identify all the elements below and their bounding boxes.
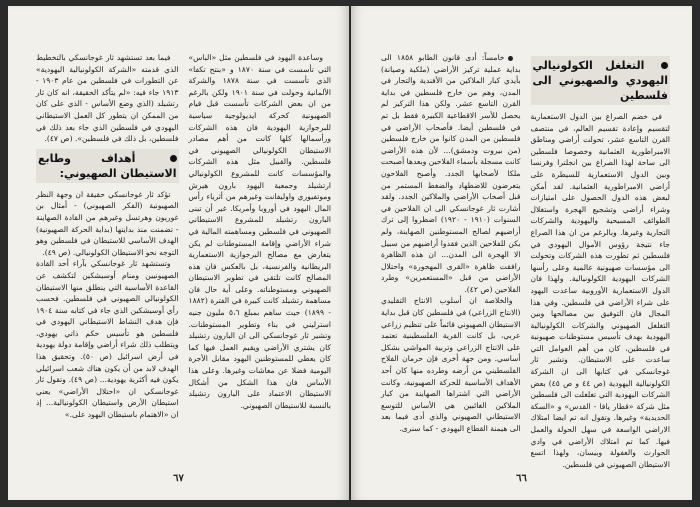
- paragraph-text: خامساً: أدى قانون الطابو ١٨٥٨ الى بداية عملية تركيز الأراضي (ملكية وصيانة) بأيدي كبار الملاكين من الأفندية والتجار في المدن، وهم من خارج فلسطين في بداية القرن التاسع عشر. ولكن هذا التركيز لم يحصل للأسر الاقطاعية الكبيرة فقط بل تم في فلسطين أيضا. فأصحاب الأراضي في فلسطين من المدن كانوا من خارج فلسطين (من بيروت ودمشق)... لأن هذه الأراضي كانت مسجلة بأسماء الفلاحين وبعدها أصبحت ملكا لأصحابها الجدد. وأصبح الفلاحون يتعرضون للاضطهاد والضغط المستمر من قبل أصحاب الأراضي والملاكين الجدد. ولقد أشارت ثار غوجانسكي الى ان الفلاحين في السنوات (١٩١٠ - ١٩٢٠) اضطروا إلى ترك أراضيهم لصالح المستوطنين الصهاينة، ولم يكن للفلاحين الذين فقدوا أراضيهم من سبيل الا الهجرة الى المدن... ان هذه الظاهرة رافقت ظاهرة «القرى المهجورة» واحتلال الأراضي من قبل «المستعمرين» وطرد الفلاحين (ص ٤٢).: [381, 53, 521, 294]
- section-heading-text: التغلغل الكولونيالي اليهودي والصهيوني الى فلسطين: [532, 59, 668, 102]
- paragraph: وساعدة اليهود في فلسطين مثل «الباس» التي تأسست في سنة ١٨٧٠ و «بنتح تكفا» الذي تأسست في سنة ١٨٧٨ والشركة الألمانية وحولت في سنة ١٩٠١ ولكن بالرغم من ان بعض الشركات تأسست قبل قيام الصهيونية كحركة ايديولوجية سياسية للبرجوازية اليهودية فان هذه الشركات ورأسمالها كلها كانت من أهم مصادر الاستيطان الكولونيالي الصهيوني في فلسطين. والقبيل مثل هذه الشركات والمؤسسات كانت للمشروع الكولونيالي ارتشيلد وجمعية اليهود بارون هيرش وموتفيوري واوليفانت وغيرهم من أثرياء رأس المال اليهود في أوروبا وأمريكا. غير أن تبنى البارون رتشيلد للمشروع الاستيطاني الصهيوني في فلسطين ومساهمته المالية في شراء الأراضي وإقامة المستوطنات لم يكن يتعارض مع مصالح البرجوازية الاستعمارية البريطانية والفرنسية، بل بالعكس فان هذه المصالح كانت تلتقي في تطوير الاستيطان الصهيوني ومستوطناته. وعلى أية حال فان مساهمة رتشيلد كانت كبيرة في الفترة (١٨٨٢ - ١٨٩٩) حيث ساهم بمبلغ ٥،٦ مليون جنيه استرليني في بناء وتطوير المستوطنات. وتشير ثار غوجانسكي الى ان البارون رتشيلد كان يشتري الأراضي ويقيم العمل فيها كما كان يعطي للمستوطنين اليهود مقابل الأجرة اليومية فضلا عن معاشات وغيرها. وعلى هذا الأساس فان هذا الشكل من أشكال الاستيطان الاعتماد على البارون رتشيلد بالنسبة للاستيطان الصهيوني.: [188, 53, 332, 410]
- page-number: ٦٧: [173, 473, 184, 484]
- left-page-left-column: [36, 52, 179, 456]
- right-page-columns: [381, 52, 670, 469]
- right-page-left-column: [381, 52, 521, 456]
- bullet-icon: [170, 155, 177, 162]
- right-page-right-column: [530, 52, 671, 469]
- right-page: [351, 6, 692, 500]
- left-page: [8, 6, 349, 500]
- left-page-right-column: [189, 52, 332, 456]
- paragraph: تؤكد ثار غوجانسكي حقيقة ان وجهة النظر الصهيونية (الفكر الصهيوني) - أمثال بن غوريون وهرتسل وغيرهم من القادة الصهاينة - تضمنت منذ بدايتها (بداية الحركة الصهيونية) الهدف الأساسي للاستيطان في فلسطين وهو التوجه نحو الاستيطان الكولونيالي. (ص ٤٩).: [36, 189, 179, 257]
- bullet-icon: [508, 56, 513, 61]
- left-page-columns: [36, 52, 331, 456]
- paragraph: [381, 52, 521, 295]
- paragraph: في خضم الصراع بين الدول الاستعمارية لتقسيم وإعادة تقسيم العالم، في منتصف القرن التاسع عشر، تحولت أراضي ومناطق الامبراطورية العثمانية وخصوصا فلسطين الى ساحة لهذا الصراع بين انجلترا وفرنسا وبين الدول الاستعمارية للسيطرة على أراضي الامبراطورية العثمانية. لقد أمكن لبعض هذه الدول الحصول على امتيازات وشراء أراضي وتشجيع الهجرة واستغلال الطوائف المسيحية واليهودية والشركات التجارية وغيرها. وبالرغم من ان هذا الصراع جاء نتيجة رؤوس الأموال اليهودي في فلسطين ثم تطورت هذه الشركات وتحولت الى مؤسسات صهيونية عالمية وعلى رأسها الشركات اليهودية الكولونيالية. ولهذا فان الدول الاستعمارية الأوروبية ساعدت اليهود على شراء الأراضي في فلسطين. وفي هذا المجال فان التوفيق بين مصالحها وبين التغلغل الصهيوني والشركات الكولونيالية اليهودية بهدف تأسيس مستوطنات صهيونية في فلسطين، كان من أهم العوامل التي ساعدت على الاستيطان. وتشير ثار غوجانسكي في كتابها الى ان الشركة الكولونيالية اليهودية (ص ٤٤ و ص ٤٥) بعض الشركات اليهودية التي تغلغلت الى فلسطين مثل شركة «قطار يافا - القدس» و «السكة الحديدية» وغيرها. وتقول انه تم ايضا امتلاك الاراضي الواسعة في سهل الحولة والعمل فيها. كما تم امتلاك الأراضي في وادي الحوارث والعفولة وبيسان، ولهذا اتسع الاستيطان الصهيوني في فلسطين.: [530, 112, 670, 469]
- section-heading-text: أهداف وطابع الاستيطان الصهيوني:: [38, 151, 177, 180]
- page-number: ٦٦: [516, 473, 527, 484]
- section-heading: [36, 149, 179, 183]
- section-heading: [531, 56, 671, 105]
- paragraph: والخلاصة ان أسلوب الانتاج التقليدي (الانتاج الزراعي) في فلسطين كان قبل بداية الاستيطان الصهيوني قائماً على تنظيم زراعي عربي، بل كانت القرية الفلسطينية تعتمد على الانتاج الزراعي وتربية المواشي بشكل أساسي. ومن جهة أخرى فإن حرمان الفلاح الفلسطيني من أرضه وطرده منها كان أحد الأهداف الأساسية للحركة الصهيونية، وكانت الأراضي التي اشتراها الصهاينة من كبار الملاكين الغائبين هي الأساس للتوسع الاستيطاني الصهيوني والذي أدى فيما بعد الى هيمنة القطاع اليهودي - كما سنرى.: [381, 296, 521, 433]
- paragraph: وتستشهد ثار غوجانسكي بآراء أحد القادة الصهيونيين ومنام أوسيشكين لتكشف عن القاعدة الأساسية التي ينطلق منها الاستيطان الكولونيالي الصهيوني في فلسطين. فحسب رأي أوسيشكين الذي جاء في كتابه سنة ١٩٠٤ فإن هدف النشاط الاستيطاني اليهودي في فلسطين هو تأسيس حكم ذاتي يهودي، ويتطلب ذلك شراء أراضي وإقامة دولة يهودية في أرض اسرائيل (ص ٥٠). وتحقيق هذا الهدف لابد من أن يكون هناك شعب اسرائيلي يكون فيه أكثرية يهودية... (ص ٤٩). وتقول ثار غوجانسكي ان «احتلال الأراضي» يعني استيطان الأرض واستيطان الكولونيالية... إذ ان «الاهتمام باستيطان اليهود على.»: [36, 259, 179, 420]
- bullet-icon: [661, 62, 668, 69]
- paragraph: فيما بعد تستشهد ثار غوجانسكي بالتخطيط الذي قدمته «الشركة الكولونيالية اليهودية» عن التطورات في فلسطين من عام ١٩٠٣ - ١٩١٣ جاء فيه: «لم يتأكد الحقيقة، انه كان ثار رتشيلد (الذي وضع الأساس - الذي على كان من الممكن ان يتطور كل العمل الاستيطاني اليهودي في فلسطين الذي جاء بعد ذلك في فلسطين، بل ذلك في فلسطين». (ص ٤٧).: [36, 53, 179, 144]
- book-spread: [8, 6, 692, 500]
